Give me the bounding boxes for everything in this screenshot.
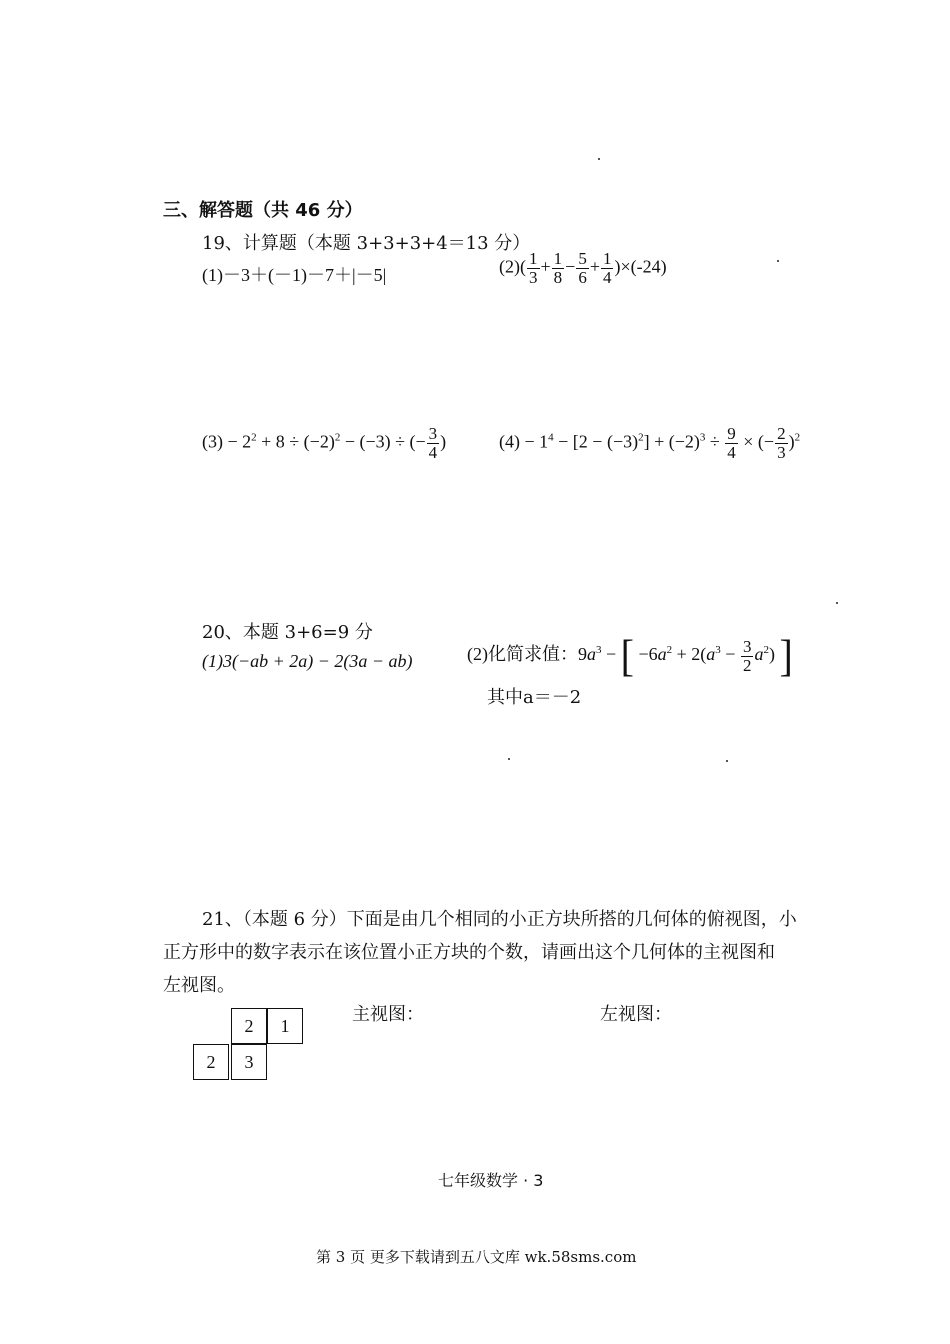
scan-speck	[777, 260, 779, 262]
q19-part1: (1)－3＋(－1)－7＋|－5|	[202, 265, 387, 285]
q21-line3: 左视图。	[163, 975, 235, 996]
grid-cell: 2	[193, 1044, 229, 1080]
q21-line2: 正方形中的数字表示在该位置小正方块的个数，请画出这个几何体的主视图和	[163, 942, 775, 963]
left-view-label: 左视图：	[600, 1004, 672, 1025]
section-title: 三、解答题（共 46 分）	[163, 200, 363, 221]
q19-part4-label: (4)	[499, 431, 520, 452]
q20-title: 20、本题 3+6=9 分	[202, 622, 373, 643]
q20-part1: (1)3(−ab + 2a) − 2(3a − ab)	[202, 651, 413, 671]
q20-part2-label: (2)化简求值：	[467, 644, 578, 665]
top-view-grid	[193, 1008, 305, 1084]
scan-speck	[508, 758, 510, 760]
scan-speck	[836, 602, 838, 604]
page-label: 七年级数学 · 3	[438, 1171, 544, 1190]
scan-speck	[726, 760, 728, 762]
q20-part2: (2)化简求值：$9a^3$ − [ $-6a^2 + 2(a^3$ − $\frac{3}{2}$ $a^2$) ]	[467, 630, 793, 681]
download-note: 第 3 页 更多下载请到五八文库 wk.58sms.com	[316, 1248, 637, 1266]
q20-condition: 其中a＝－2	[487, 687, 582, 708]
q19-title: 19、计算题（本题 3+3+3+4＝13 分）	[202, 233, 531, 254]
q21-line1: 21、（本题 6 分）下面是由几个相同的小正方块所搭的几何体的俯视图，小	[202, 909, 797, 930]
q19-part3-label: (3)	[202, 431, 223, 452]
q19-part2-label: (2)	[499, 256, 520, 277]
q19-part2: (2)( $\frac{1}{3}$ + $\frac{1}{8}$ − $\frac{5}{6}$ + $\frac{1}{4}$ )×(-24)	[499, 249, 667, 287]
grid-cell: 3	[231, 1044, 267, 1080]
scan-speck	[598, 158, 600, 160]
q19-part3: $(3) - 2^2 + 8 \div (-2)^2 - (-3)$ ÷ (− $\frac{3}{4}$ )	[202, 424, 447, 462]
front-view-label: 主视图：	[352, 1004, 424, 1025]
q19-part4: $(4) - 1^4 - [2 - (-3)^2] + (-2)^3$ ÷ $\frac{9}{4}$ × (− $\frac{2}{3}$ )$^2$	[499, 424, 801, 462]
grid-cell: 2	[231, 1008, 267, 1044]
grid-cell: 1	[267, 1008, 303, 1044]
